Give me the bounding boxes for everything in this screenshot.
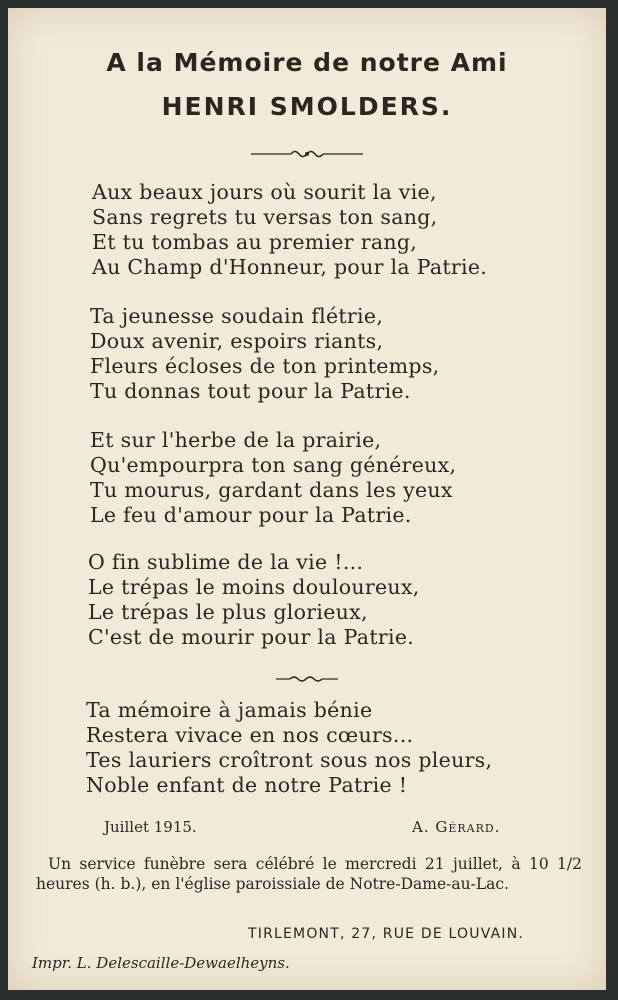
verse-line: Le trépas le plus glorieux,: [88, 600, 368, 624]
verse-line: C'est de mourir pour la Patrie.: [88, 625, 415, 649]
verse-line: Tu donnas tout pour la Patrie.: [90, 379, 411, 403]
memorial-heading: A la Mémoire de notre Ami: [106, 48, 508, 77]
verse-line: Ta jeunesse soudain flétrie,: [90, 304, 384, 328]
verse-line: Doux avenir, espoirs riants,: [90, 329, 384, 353]
verse-line: Noble enfant de notre Patrie !: [86, 773, 408, 797]
verse-line: Tes lauriers croîtront sous nos pleurs,: [86, 748, 493, 772]
stanza-5: [86, 698, 492, 798]
stanza-1: [92, 180, 487, 280]
memorial-card: [8, 8, 606, 990]
verse-line: Restera vivace en nos cœurs...: [86, 723, 414, 747]
printer-credit: Impr. L. Delescaille-Dewaelheyns.: [32, 954, 290, 972]
address-line: TIRLEMONT, 27, RUE DE LOUVAIN.: [248, 926, 525, 942]
middle-flourish-ornament: [8, 670, 606, 689]
verse-line: Aux beaux jours où sourit la vie,: [92, 180, 437, 204]
honoree-name: HENRI SMOLDERS.: [161, 92, 453, 121]
verse-line: Et tu tombas au premier rang,: [92, 230, 418, 254]
stanza-3: [90, 428, 456, 528]
verse-line: Qu'empourpra ton sang généreux,: [90, 453, 457, 477]
verse-line: Et sur l'herbe de la prairie,: [90, 428, 382, 452]
poem-author: A. Gérard.: [412, 818, 501, 836]
verse-line: Le trépas le moins douloureux,: [88, 575, 420, 599]
funeral-service-notice: Un service funèbre sera célébré le mercredi 21 juillet, à 10 1/2 heures (h. b.), en l'église paroissiale de Notre-Dame-au-Lac.: [36, 855, 582, 893]
stanza-2: [90, 304, 439, 404]
verse-line: Sans regrets tu versas ton sang,: [92, 205, 438, 229]
verse-line: Ta mémoire à jamais bénie: [86, 698, 373, 722]
top-flourish-ornament: [8, 146, 606, 165]
verse-line: Le feu d'amour pour la Patrie.: [90, 503, 412, 527]
poem-date: Juillet 1915.: [104, 818, 197, 836]
verse-line: Fleurs écloses de ton printemps,: [90, 354, 440, 378]
verse-line: O fin sublime de la vie !...: [88, 550, 364, 574]
verse-line: Au Champ d'Honneur, pour la Patrie.: [92, 255, 488, 279]
stanza-4: [88, 550, 420, 650]
verse-line: Tu mourus, gardant dans les yeux: [90, 478, 453, 502]
